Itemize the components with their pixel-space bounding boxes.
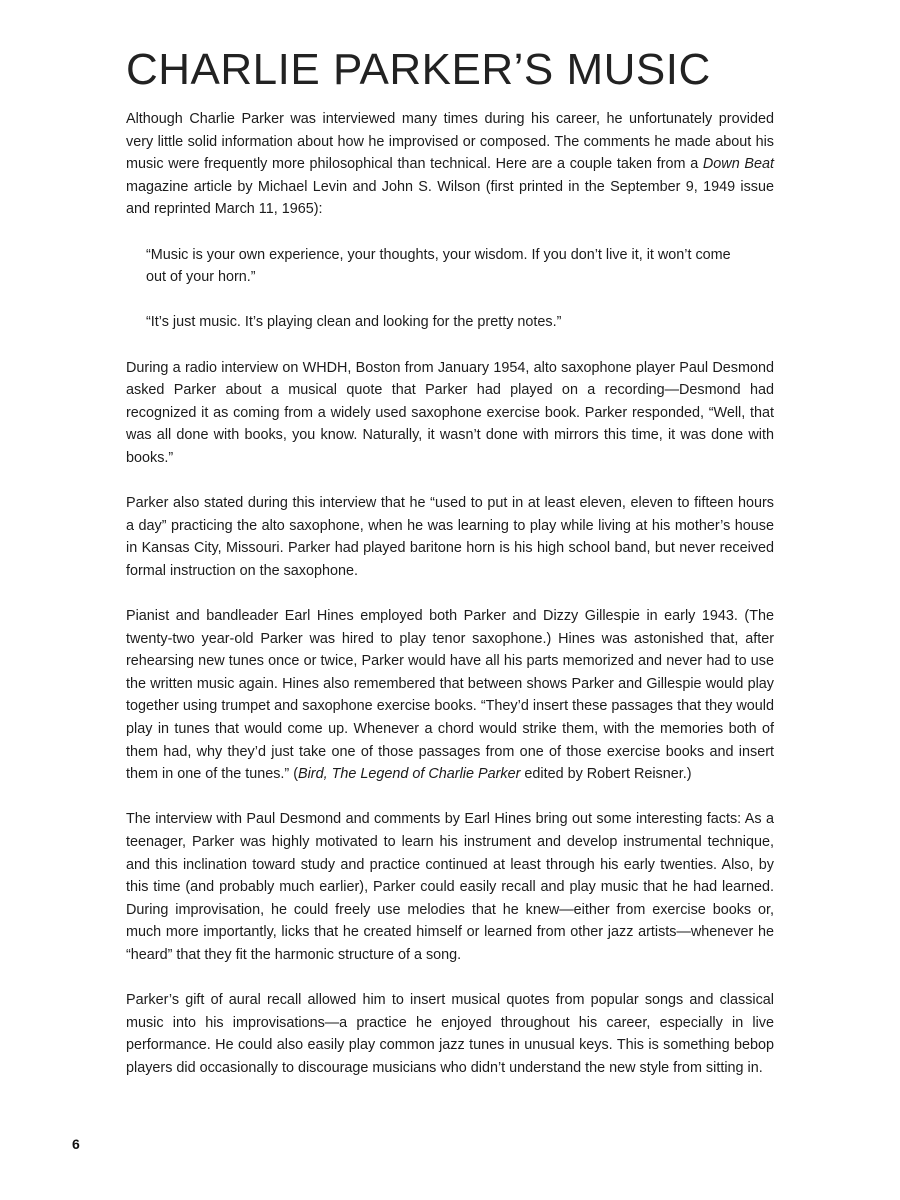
page-title: CHARLIE PARKER’S MUSIC: [126, 45, 711, 94]
paragraph-intro-text-end: magazine article by Michael Levin and John S. Wilson (first printed in the September 9, 1949 issue and reprinted March 11, 1965):: [126, 178, 774, 218]
paragraph-earl-hines-text: Pianist and bandleader Earl Hines employed both Parker and Dizzy Gillespie in early 1943. (The twenty-two year-old Parker was hired to play tenor saxophone.) Hines was astonished that, after rehearsing new tunes once or twice, Parker would have all his parts memorized and never had to use the written music again. Hines also remembered that between shows Parker and Gillespie would play together using trumpet and saxophone exercise books. “They’d insert these passages that they would play in tunes that would come up. Whenever a chord would strike them, with the memories both of them had, why they’d just take one of those passages from one of those exercise books and insert them in one of the tunes.” (: [126, 608, 774, 783]
article-body: [126, 108, 774, 1102]
paragraph-radio-interview: During a radio interview on WHDH, Boston from January 1954, alto saxophone player Paul Desmond asked Parker about a musical quote that Parker had played on a recording—Desmond had recognized it as coming from a widely used saxophone exercise book. Parker responded, “Well, that was all done with books, you know. Naturally, it wasn’t done with mirrors this time, it was done with books.”: [126, 359, 774, 466]
paragraph-facts: The interview with Paul Desmond and comments by Earl Hines bring out some interesting facts: As a teenager, Parker was highly motivated to learn his instrument and develop instrumental technique, and this inclination toward study and practice continued at least through his early twenties. Also, by this time (and probably much earlier), Parker could easily recall and play music that he had learned. During improvisation, he could freely use melodies that he knew—either from exercise books or, much more importantly, licks that he created himself or learned from other jazz artists—whenever he “heard” that they fit the harmonic structure of a song.: [126, 811, 774, 963]
quote-1: “Music is your own experience, your thoughts, your wisdom. If you don’t live it, it won’t come out of your horn.”: [146, 246, 731, 286]
magazine-title: Down Beat: [702, 156, 774, 173]
book-title: Bird, The Legend of Charlie Parker: [298, 766, 521, 783]
paragraph-practice: Parker also stated during this interview that he “used to put in at least eleven, eleven to fifteen hours a day” practicing the alto saxophone, when he was learning to play while living at his mother’s house in Kansas City, Missouri. Parker had played baritone horn is his high school band, but never received formal instruction on the saxophone.: [126, 495, 774, 579]
paragraph-earl-hines-text-end: edited by Robert Reisner.): [520, 766, 692, 783]
paragraph-intro: [126, 108, 774, 221]
paragraph-earl-hines: [126, 605, 774, 786]
paragraph-intro-text: Although Charlie Parker was interviewed many times during his career, he unfortunately provided very little solid information about how he improvised or composed. The comments he made about his music were frequently more philosophical than technical. Here are a couple taken from a: [126, 111, 774, 173]
paragraph-aural-recall: Parker’s gift of aural recall allowed him to insert musical quotes from popular songs and classical music into his improvisations—a practice he enjoyed throughout his career, especially in live performance. He could also easily play common jazz tunes in unusual keys. This is something bebop players did occasionally to discourage musicians who didn’t understand the new style from sitting in.: [126, 992, 774, 1076]
quote-2: “It’s just music. It’s playing clean and looking for the pretty notes.”: [146, 314, 562, 331]
page-number: 6: [72, 1136, 80, 1152]
